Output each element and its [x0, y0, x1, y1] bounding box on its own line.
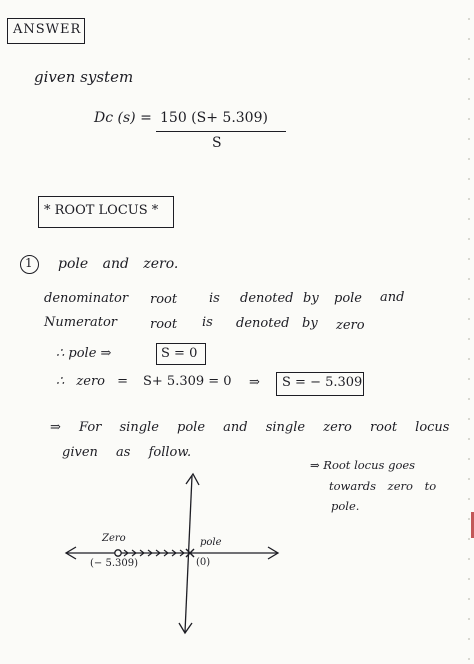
line2-word-3: is [202, 315, 213, 330]
zero-equation: S+ 5.309 = 0 [143, 374, 232, 389]
line1-word-4: denoted [240, 291, 294, 306]
pole-prefix: ∴ pole ⇒ [56, 346, 112, 361]
plot-zero-value: (− 5.309) [90, 558, 138, 569]
transfer-function-denominator: S [212, 135, 222, 151]
plot-pole-label: pole [200, 537, 222, 548]
line1-word-5: by [303, 291, 319, 306]
plot-pole-value: (0) [196, 557, 211, 568]
conclusion-line-2: given as follow. [62, 445, 192, 460]
answer-header-label: ANSWER [13, 22, 82, 37]
line1-word-7: and [380, 290, 405, 305]
root-locus-title: * ROOT LOCUS * [44, 203, 159, 218]
given-system-text: given system [34, 68, 134, 86]
note-line-2: towards zero to [329, 479, 437, 493]
plot-zero-label: Zero [102, 533, 126, 544]
conclusion-line-1: ⇒ For single pole and single zero root locus [50, 420, 450, 435]
zero-result: S = − 5.309 [282, 375, 363, 390]
line1-word-3: is [209, 291, 220, 306]
line2-word-2: root [150, 317, 178, 332]
transfer-function-lhs: Dc (s) = [94, 110, 152, 126]
imaginary-axis-arrow-up [186, 474, 199, 485]
note-line-1: ⇒ Root locus goes [310, 458, 416, 472]
line1-word-2: root [150, 292, 178, 307]
line2-word-4: denoted [236, 316, 290, 331]
implies-arrow: ⇒ [249, 375, 260, 390]
line2-word-6: zero [336, 318, 365, 333]
line2-word-5: by [302, 316, 318, 331]
zero-prefix: ∴ zero = [56, 374, 129, 389]
line1-word-1: denominator [44, 291, 129, 306]
line2-word-1: Numerator [44, 315, 117, 330]
pole-result: S = 0 [161, 346, 198, 361]
zero-marker [115, 550, 121, 556]
line1-word-6: pole [334, 291, 362, 306]
note-line-3: pole. [331, 499, 360, 513]
transfer-function-numerator: 150 (S+ 5.309) [160, 110, 268, 126]
step-heading: pole and zero. [58, 256, 179, 272]
step-number: 1 [25, 256, 33, 270]
